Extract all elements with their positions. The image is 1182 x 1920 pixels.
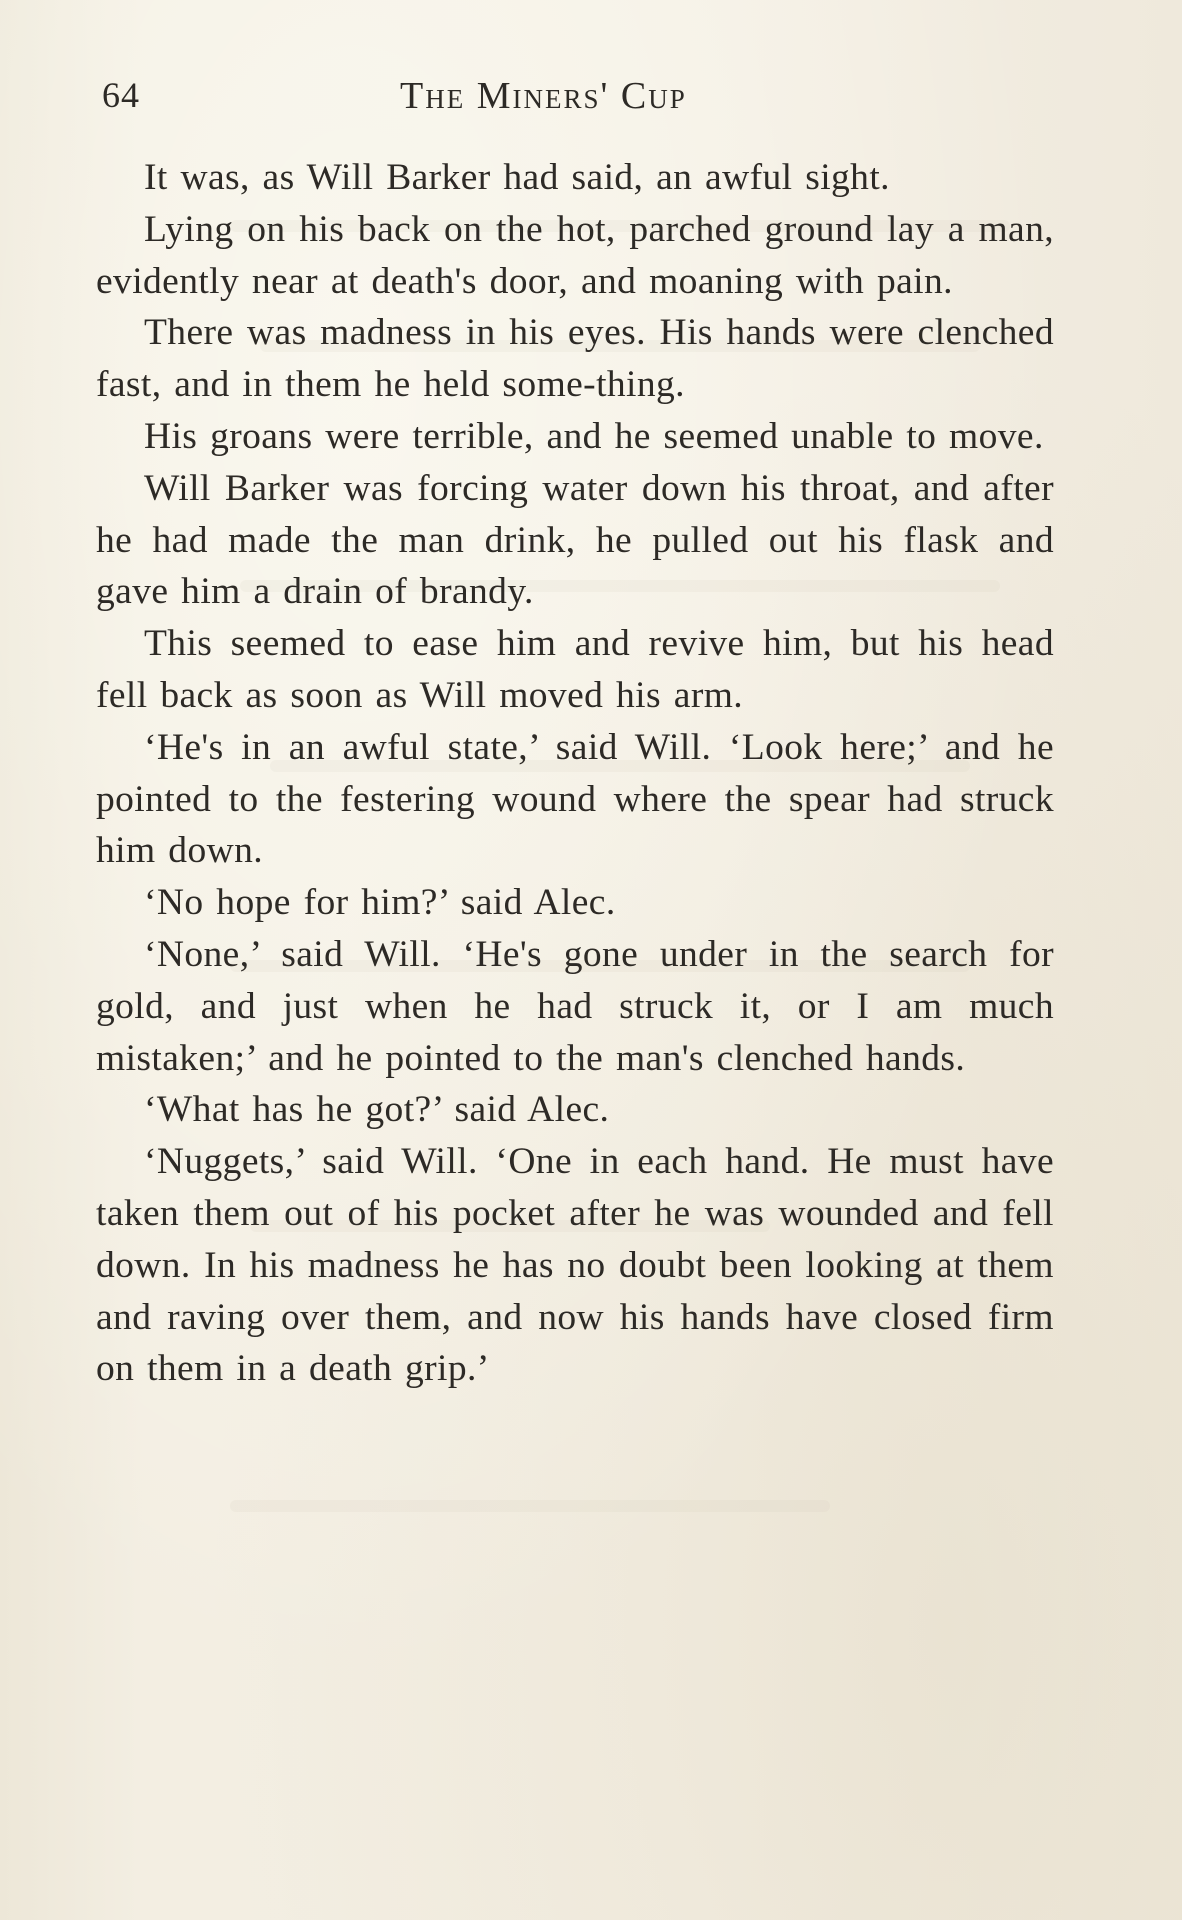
paragraph: Will Barker was forcing water down his throat, and after he had made the man drink, he pulled out his flask and gave him a drain of brandy. [96,467,1054,613]
running-title: The Miners' Cup [400,75,687,117]
body-text [96,152,1054,1395]
paragraph: ‘Nuggets,’ said Will. ‘One in each hand. He must have taken them out of his pocket after he was wounded and fell down. In his madness he has no doubt been looking at them and raving over them, and now his hands have closed firm on them in a death grip.’ [96,1141,1054,1390]
paragraph: ‘He's in an awful state,’ said Will. ‘Look here;’ and he pointed to the festering wound where the spear had struck him down. [96,726,1054,872]
paragraph: His groans were terrible, and he seemed unable to move. [144,415,1044,457]
paragraph: It was, as Will Barker had said, an awful sight. [144,157,890,198]
paragraph: This seemed to ease him and revive him, but his head fell back as soon as Will moved his arm. [96,623,1054,716]
page-header [100,74,1060,124]
paragraph: Lying on his back on the hot, parched ground lay a man, evidently near at death's door, and moaning with pain. [96,208,1054,302]
paragraph: ‘What has he got?’ said Alec. [144,1089,610,1131]
paragraph: There was madness in his eyes. His hands were clenched fast, and in them he held some-thing. [96,312,1054,406]
page-number: 64 [102,75,140,115]
paragraph: ‘None,’ said Will. ‘He's gone under in the search for gold, and just when he had struck it, or I am much mistaken;’ and he pointed to the man's clenched hands. [96,933,1054,1079]
paragraph: ‘No hope for him?’ said Alec. [144,882,616,924]
